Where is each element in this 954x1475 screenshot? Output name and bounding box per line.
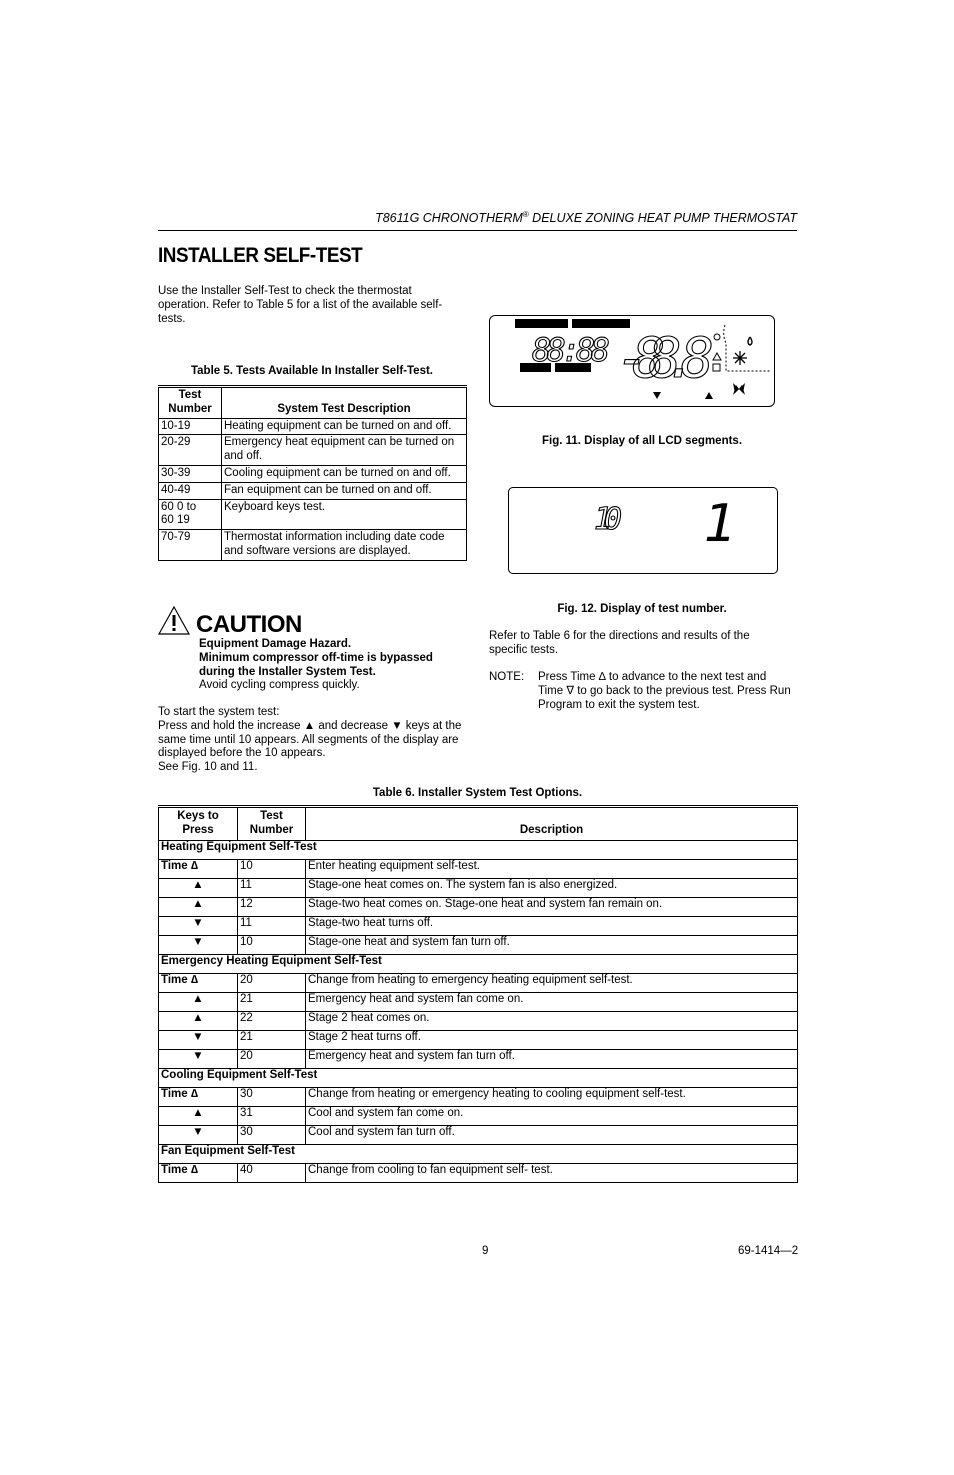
table6-row (159, 935, 798, 954)
start-instructions (158, 706, 463, 775)
table6-cell-key: ▼ (159, 916, 238, 935)
table6-cell-number: 12 (238, 897, 306, 916)
table6-cell-description: Cool and system fan turn off. (306, 1125, 798, 1144)
start-line2: Press and hold the increase ▲ and decrease ▼ keys at the same time until 10 appears. All segments of the display are displayed before the 10 appears. (158, 719, 462, 760)
page-header (158, 210, 797, 231)
table5-cell-number: 10-19 (159, 418, 222, 435)
table5-row (159, 418, 467, 435)
page-title: INSTALLER SELF-TEST (158, 244, 363, 267)
table6-row (159, 916, 798, 935)
page-number: 9 (482, 1245, 489, 1257)
table5-cell-number: 30-39 (159, 465, 222, 482)
table5-header-description: System Test Description (222, 387, 467, 419)
intro-paragraph: Use the Installer Self-Test to check the thermostat operation. Refer to Table 5 for a list of the available self-tests. (158, 285, 443, 325)
table6-cell-key: Time ∆ (159, 859, 238, 878)
header-rest: DELUXE ZONING HEAT PUMP THERMOSTAT (528, 211, 797, 226)
table6-cell-number: 21 (238, 992, 306, 1011)
table6-section-row (159, 954, 798, 973)
table5-row (159, 482, 467, 499)
caution-line3: Avoid cycling compress quickly. (199, 679, 360, 692)
table6-cell-key: Time ∆ (159, 1087, 238, 1106)
table6-row (159, 1030, 798, 1049)
lcd2-test-digits: 10 (594, 502, 622, 537)
table6-row (159, 1011, 798, 1030)
table6-cell-description: Change from heating or emergency heating to cooling equipment self-test. (306, 1087, 798, 1106)
table5-row (159, 435, 467, 466)
lcd2-value-digit: 1 (704, 494, 738, 554)
refer-paragraph: Refer to Table 6 for the directions and results of the specific tests. (489, 630, 750, 656)
caution-title: CAUTION (196, 611, 302, 638)
table6-section-row (159, 1068, 798, 1087)
table5-cell-description: Keyboard keys test. (222, 499, 467, 530)
table6-row (159, 973, 798, 992)
table6-row (159, 1049, 798, 1068)
table6-cell-number: 10 (238, 859, 306, 878)
lcd-bar-top-left (515, 319, 568, 328)
table6-cell-number: 31 (238, 1106, 306, 1125)
table5-cell-description: Fan equipment can be turned on and off. (222, 482, 467, 499)
table5-row (159, 465, 467, 482)
table5-body (159, 418, 467, 560)
lcd-circle-indicator (714, 334, 720, 340)
table6-cell-number: 20 (238, 973, 306, 992)
table6-cell-description: Emergency heat and system fan turn off. (306, 1049, 798, 1068)
table6-header-number: Test Number (238, 807, 306, 841)
table6-cell-description: Cool and system fan come on. (306, 1106, 798, 1125)
header-reg-mark: ® (522, 210, 529, 219)
table6-row (159, 1163, 798, 1182)
fig12-caption: Fig. 12. Display of test number. (557, 603, 727, 615)
fig11-caption: Fig. 11. Display of all LCD segments. (541, 435, 743, 447)
table6-cell-description: Change from heating to emergency heating equipment self-test. (306, 973, 798, 992)
table6-header-keys: Keys to Press (159, 807, 238, 841)
table6-row (159, 1125, 798, 1144)
table6-row (159, 859, 798, 878)
document-number: 69-1414—2 (738, 1245, 799, 1257)
lcd-up-outline-icon (713, 353, 721, 360)
table5-cell-description: Emergency heat equipment can be turned on and off. (222, 435, 467, 466)
table6-cell-description: Change from cooling to fan equipment self- test. (306, 1163, 798, 1182)
table5-header-number: Test Number (159, 387, 222, 419)
table6-header-description: Description (306, 807, 798, 841)
caution-line1: Equipment Damage Hazard. (199, 638, 352, 650)
table6-cell-description: Emergency heat and system fan come on. (306, 992, 798, 1011)
table6-cell-number: 20 (238, 1049, 306, 1068)
table5-cell-number: 20-29 (159, 435, 222, 466)
flame-icon (748, 337, 752, 345)
table6-section-title: Emergency Heating Equipment Self-Test (159, 954, 798, 973)
start-line1: To start the system test: (158, 706, 280, 718)
warning-triangle-icon (158, 606, 190, 636)
table6-cell-number: 11 (238, 916, 306, 935)
snowflake-icon (733, 351, 747, 365)
table5-row (159, 530, 467, 561)
table6-cell-number: 21 (238, 1030, 306, 1049)
note-label: NOTE: (489, 671, 525, 683)
table6-row (159, 897, 798, 916)
table6-cell-key: Time ∆ (159, 973, 238, 992)
table6-cell-key: ▲ (159, 992, 238, 1011)
header-model: T8611G CHRONOTHERM (375, 211, 523, 226)
table6-cell-description: Stage-two heat comes on. Stage-one heat and system fan remain on. (306, 897, 798, 916)
table6-cell-number: 11 (238, 878, 306, 897)
fan-icon (733, 383, 745, 395)
start-line3: See Fig. 10 and 11. (158, 761, 258, 774)
table6-cell-number: 40 (238, 1163, 306, 1182)
table5-cell-description: Thermostat information including date code and software versions are displayed. (222, 530, 467, 561)
table6-cell-number: 22 (238, 1011, 306, 1030)
table6-row (159, 1106, 798, 1125)
table5-caption: Table 5. Tests Available In Installer Self-Test. (190, 365, 433, 377)
lcd-up-arrow-icon (705, 392, 713, 399)
table6-cell-description: Stage-two heat turns off. (306, 916, 798, 935)
table6-cell-number: 30 (238, 1125, 306, 1144)
table6-cell-key: ▲ (159, 897, 238, 916)
table6-section-row (159, 840, 798, 859)
table5 (158, 385, 467, 561)
table6-cell-key: ▲ (159, 878, 238, 897)
table5-cell-number: 60 0 to 60 19 (159, 499, 222, 530)
table6-cell-description: Stage-one heat and system fan turn off. (306, 935, 798, 954)
table6-cell-description: Enter heating equipment self-test. (306, 859, 798, 878)
table6-cell-description: Stage-one heat comes on. The system fan is also energized. (306, 878, 798, 897)
note-text: Press Time ∆ to advance to the next test and Time ∇ to go back to the previous test. Press Run Program to exit the system test. (538, 671, 791, 711)
table6-caption: Table 6. Installer System Test Options. (372, 787, 583, 799)
table6-cell-key: Time ∆ (159, 1163, 238, 1182)
lcd-time-digits: 88:88 (532, 331, 610, 369)
table6-row (159, 992, 798, 1011)
table6-cell-key: ▼ (159, 1049, 238, 1068)
table6-section-row (159, 1144, 798, 1163)
caution-text (199, 638, 459, 693)
table6-cell-key: ▼ (159, 1125, 238, 1144)
lcd-dashed-line (724, 325, 771, 371)
lcd-temp-digits: -88.8 (616, 326, 714, 390)
table6-cell-key: ▼ (159, 1030, 238, 1049)
table6 (158, 805, 798, 1183)
table5-row (159, 499, 467, 530)
table6-section-title: Fan Equipment Self-Test (159, 1144, 798, 1163)
table6-body (159, 840, 798, 1182)
table5-cell-number: 40-49 (159, 482, 222, 499)
table6-section-title: Cooling Equipment Self-Test (159, 1068, 798, 1087)
table6-row (159, 1087, 798, 1106)
table6-cell-number: 10 (238, 935, 306, 954)
lcd-test-number (508, 487, 778, 574)
table6-cell-description: Stage 2 heat turns off. (306, 1030, 798, 1049)
caution-line2: Minimum compressor off-time is bypassed during the Installer System Test. (199, 651, 433, 678)
lcd-square-indicator (713, 364, 720, 371)
table6-cell-number: 30 (238, 1087, 306, 1106)
table6-cell-key: ▲ (159, 1011, 238, 1030)
table6-section-title: Heating Equipment Self-Test (159, 840, 798, 859)
table5-cell-number: 70-79 (159, 530, 222, 561)
table5-cell-description: Cooling equipment can be turned on and off. (222, 465, 467, 482)
table6-cell-key: ▲ (159, 1106, 238, 1125)
table6-cell-key: ▼ (159, 935, 238, 954)
table6-cell-description: Stage 2 heat comes on. (306, 1011, 798, 1030)
lcd-down-arrow-icon (653, 392, 661, 399)
note (489, 671, 794, 712)
table6-row (159, 878, 798, 897)
lcd-all-segments (489, 315, 775, 407)
table5-cell-description: Heating equipment can be turned on and off. (222, 418, 467, 435)
